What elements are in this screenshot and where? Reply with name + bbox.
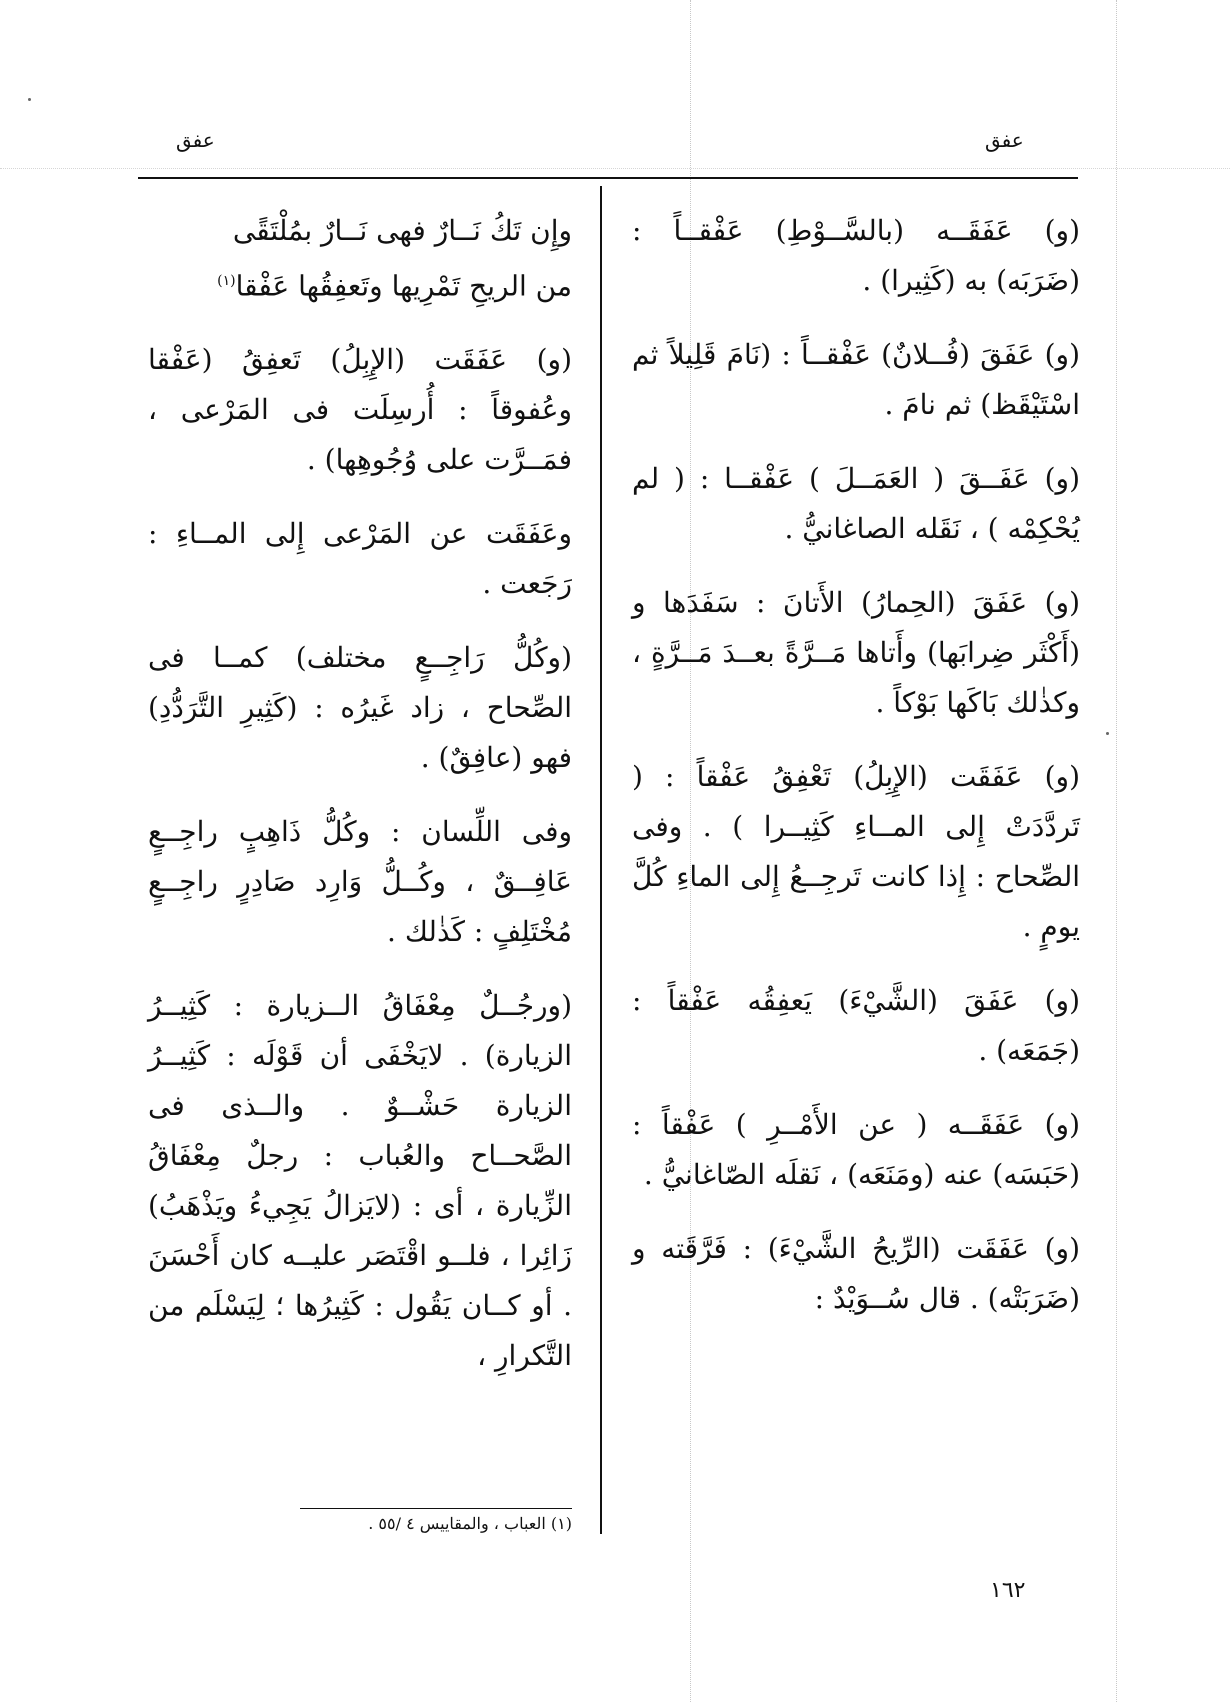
footnote: (١) العباب ، والمقاييس ٤ /٥٥ .	[368, 1514, 572, 1533]
verse-line: من الريحِ تَمْرِيها وتَعفِقُها عَفْقا	[235, 269, 572, 303]
entry-paragraph: (وكُلُّ رَاجِــعٍ مختلف) كمــا فى الصِّحاح ، زاد غَيرُه : (كَثِيرِ التَّرَدُّدِ) فهو (عافِقٌ) .	[148, 641, 572, 775]
poetry-verse	[148, 206, 572, 311]
entry-paragraph: (و) عَفَقَت (الإِبِلُ) تَعفِقُ (عَفْقا وعُفوقاً : أُرسِلَت فى المَرْعى ، فمَــرَّت على وُجُوهِها) .	[148, 343, 572, 477]
scan-fold-line	[0, 168, 1230, 169]
entry-paragraph: (و) عَفَقَ (الشَّيْءَ) يَعفِقُه عَفْقاً : (جَمَعَه) .	[632, 984, 1080, 1067]
footnote-marker: (١)	[217, 273, 236, 289]
entry-paragraph: (و) عَفَقَــه ( عن الأَمْــرِ ) عَفْقاً : (حَبَسَه) عنه (ومَنَعَه) ، نَقلَه الصّاغانيُّ .	[632, 1108, 1080, 1191]
scan-speck	[1106, 732, 1109, 735]
scan-speck	[28, 98, 31, 101]
entry-paragraph: (ورجُــلٌ مِعْفَاقُ الــزيارة : كَثِيــرُ الزيارة) . لايَخْفَى أن قَوْلَه : كَثِيــرُ الزيارة حَشْــوٌ . والــذى فى الصَّحــاح والعُباب : رجلٌ مِعْفَاقُ الزِّيارة ، أى : (لايَزالُ يَجِيءُ ويَذْهَبُ) زَائِرا ، فلــو اقْتَصَر عليــه كان أَحْسَنَ . أو كــان يَقُول : كَثِيرُها ؛ لِيَسْلَم من التَّكرارِ ،	[148, 989, 572, 1373]
verse-line-wrap	[148, 256, 572, 311]
entry-paragraph: وفى اللِّسان : وكُلُّ ذَاهِبٍ راجِــعٍ عَافِــقٌ ، وكُــلُّ وَارِد صَادِرٍ راجِــعٍ مُخْتَلِفٍ : كَذٰلك .	[148, 815, 572, 949]
entry-paragraph: (و) عَفَقَت (الرِّيحُ الشَّيْءَ) : فَرَّقَته و (ضَرَبَتْه) . قال سُــوَيْدٌ :	[632, 1232, 1080, 1315]
scan-fold-line	[1116, 0, 1117, 1702]
column-divider	[600, 186, 602, 1534]
entry-paragraph: وعَفَقَت عن المَرْعى إِلى المــاءِ : رَجَعت .	[148, 517, 572, 601]
entry-paragraph: (و) عَفَقَــه (بالسَّــوْطِ) عَفْقــاً : (ضَرَبَه) به (كَثِيرا) .	[632, 214, 1080, 297]
entry-paragraph: (و) عَفَقَ (الحِمارُ) الأَتانَ : سَفَدَها و (أَكْثَر ضِرابَها) وأَتاها مَــرَّةً بعــدَ مَــرَّةٍ ، وكذٰلك بَاكَها بَوْكاً .	[632, 586, 1080, 719]
entry-paragraph: (و) عَفَقَت (الإِبِلُ) تَعْفِقُ عَفْقاً : ( تَردَّدَتْ إِلى المــاءِ كَثِيــرا ) . وفى الصِّحاح : إِذا كانت تَرجِــعُ إِلى الماءِ كُلَّ يومٍ .	[632, 760, 1080, 943]
running-header-right: عفق	[985, 128, 1024, 152]
entry-paragraph: (و) عَفَقَ (فُــلانٌ) عَفْقــاً : (نَامَ قَلِيلاً ثم اسْتَيْقَظ) ثم نامَ .	[632, 338, 1080, 421]
running-header-left: عفق	[176, 128, 215, 152]
header-rule	[138, 177, 1078, 179]
page-number: ١٦٢	[990, 1578, 1026, 1603]
entry-paragraph: (و) عَفَــقَ ( العَمَــلَ ) عَفْقــا : ( لم يُحْكِمْه ) ، نَقَله الصاغانيُّ .	[632, 462, 1080, 545]
right-column	[632, 206, 1080, 1348]
left-column	[148, 206, 572, 1405]
footnote-rule	[300, 1508, 572, 1509]
verse-line: وإِن تَكُ نَــارٌ فهى نَــارٌ بمُلْتَقًى	[232, 214, 572, 247]
